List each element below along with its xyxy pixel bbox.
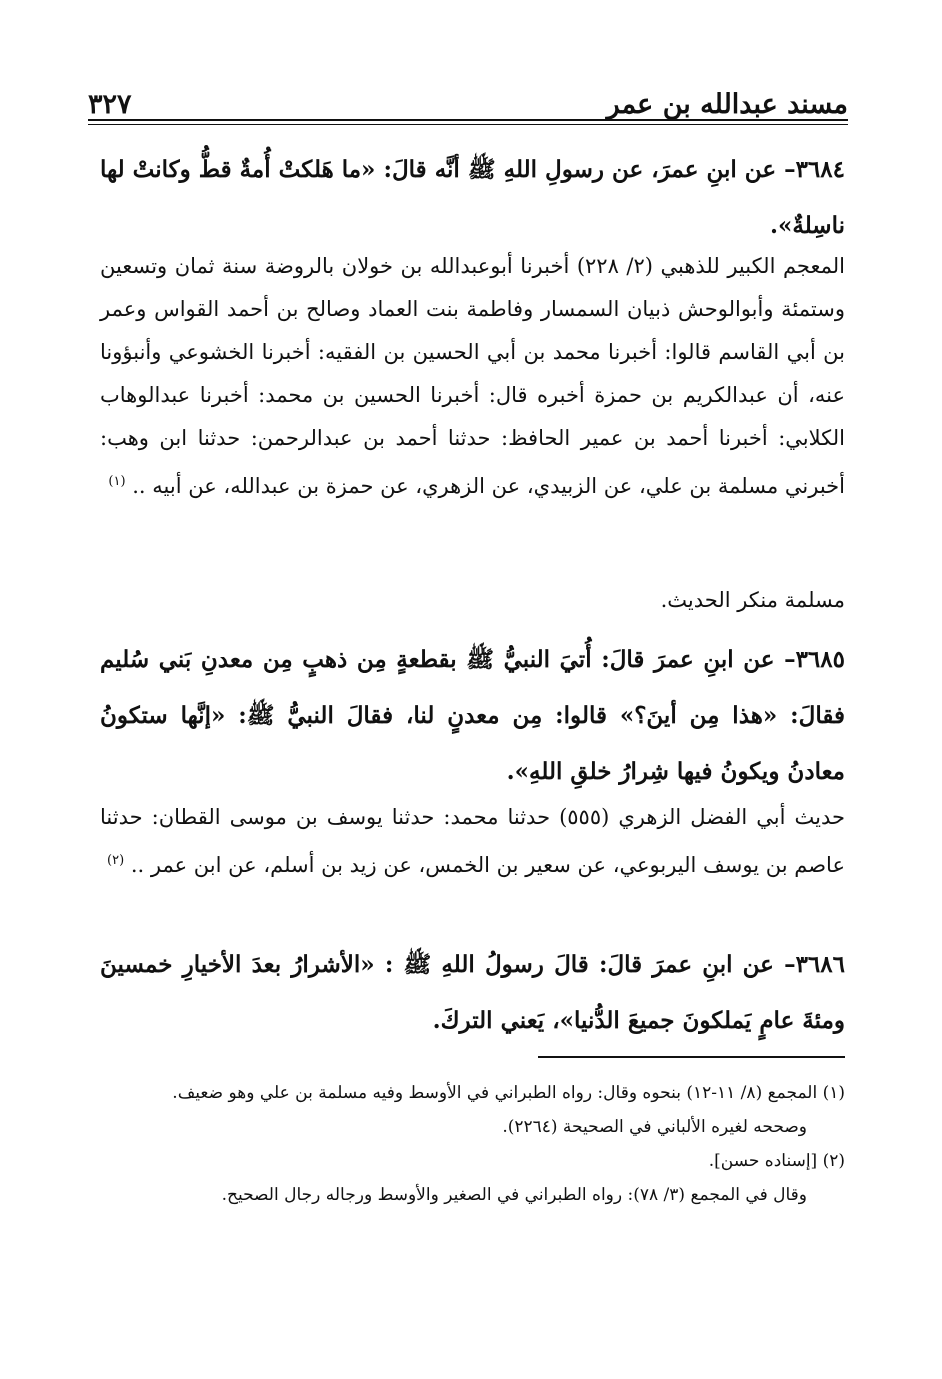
footnote-separator bbox=[538, 1056, 845, 1058]
header-rule bbox=[88, 119, 848, 121]
page-header bbox=[88, 74, 848, 118]
hadith-3684-remark: مسلمة منكر الحديث. bbox=[660, 588, 845, 612]
footnote-ref-1: (١) bbox=[108, 474, 126, 489]
hadith-3685-source-text: حديث أبي الفضل الزهري (٥٥٥) حدثنا محمد: حدثنا يوسف بن موسى القطان: حدثنا عاصم بن يوسف اليربوعي، عن سعير بن الخمس، عن زيد بن أسلم، عن ابن عمر .. bbox=[100, 805, 845, 877]
footnote-ref-2: (٢) bbox=[107, 853, 125, 868]
hadith-3684: ٣٦٨٤– عن ابنِ عمرَ، عن رسولِ اللهِ ﷺ أنَّه قالَ: «ما هَلكتْ أُمةٌ قطُّ وكانتْ لها ناسِلةٌ». bbox=[100, 156, 845, 239]
hadith-3684-source bbox=[100, 245, 845, 508]
header-rule-thin bbox=[88, 124, 848, 125]
running-title: مسند عبدالله بن عمر bbox=[606, 89, 848, 120]
footnote-1-continuation: وصححه لغيره الألباني في الصحيحة (٢٢٦٤). bbox=[502, 1117, 807, 1137]
footnotes bbox=[100, 1076, 845, 1212]
page-number: ٣٢٧ bbox=[88, 89, 132, 120]
hadith-3686: ٣٦٨٦– عن ابنِ عمرَ قالَ: قالَ رسولُ اللهِ ﷺ : «الأشرارُ بعدَ الأخيارِ خمسينَ ومئةَ عامٍ يَملكونَ جميعَ الدُّنيا»، يَعني التركَ. bbox=[100, 951, 845, 1034]
footnote-2-continuation: وقال في المجمع (٣/ ٧٨): رواه الطبراني في الصغير والأوسط ورجاله رجال الصحيح. bbox=[221, 1185, 807, 1205]
footnote-2: (٢) [إسناده حسن]. bbox=[708, 1151, 845, 1171]
hadith-3685: ٣٦٨٥– عن ابنِ عمرَ قالَ: أُتيَ النبيُّ ﷺ بقطعةٍ مِن ذهبٍ مِن معدنِ بَني سُليم فقالَ: «هذا مِن أينَ؟» قالوا: مِن معدنٍ لنا، فقالَ النبيُّ ﷺ: «إنَّها ستكونُ معادنُ ويكونُ فيها شِرارُ خلقِ اللهِ». bbox=[100, 646, 845, 785]
hadith-3685-source bbox=[100, 796, 845, 887]
hadith-3684-source-text: المعجم الكبير للذهبي (٢/ ٢٢٨) أخبرنا أبوعبدالله بن خولان بالروضة سنة ثمان وتسعين وستمئة وأبوالوحش ذبيان السمسار وفاطمة بنت العماد وصالح بن أحمد القواس وعمر بن أبي القاسم قالوا: أخبرنا محمد بن أبي الحسين بن الفقيه: أخبرنا الخشوعي وأنبؤونا عنه، أن عبدالكريم بن حمزة أخبره قال: أخبرنا الحسين بن محمد: أخبرنا عبدالوهاب الكلابي: أخبرنا أحمد بن عمير الحافظ: حدثنا أحمد بن عبدالرحمن: حدثنا ابن وهب: أخبرني مسلمة بن علي، عن الزبيدي، عن الزهري، عن حمزة بن عبدالله، عن أبيه .. bbox=[100, 254, 845, 498]
footnote-1: (١) المجمع (٨/ ١١-١٢) بنحوه وقال: رواه الطبراني في الأوسط وفيه مسلمة بن علي وهو ضعيف. bbox=[172, 1083, 845, 1103]
